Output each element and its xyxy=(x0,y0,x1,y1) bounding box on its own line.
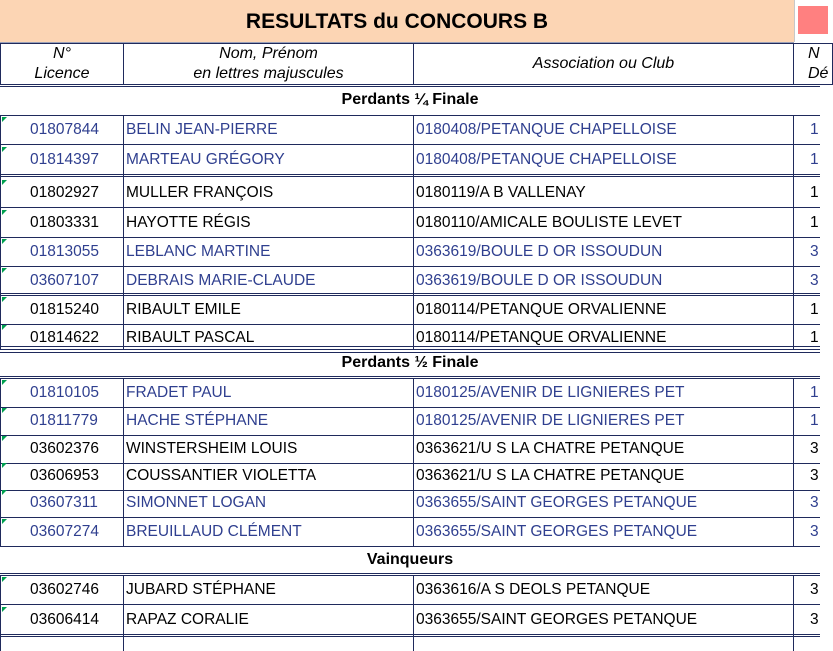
cell-dep: 3 xyxy=(810,611,819,628)
cell-nom: DEBRAIS MARIE-CLAUDE xyxy=(126,272,316,289)
cell-nom: BELIN JEAN-PIERRE xyxy=(126,121,278,138)
column-border xyxy=(413,116,414,349)
column-border xyxy=(123,379,124,546)
cell-nom: COUSSANTIER VIOLETTA xyxy=(126,467,317,484)
cell-licence: 01814622 xyxy=(30,329,99,346)
header-dep-line2: Dé xyxy=(808,65,829,82)
header-licence-line1: N° xyxy=(53,45,71,62)
cell-licence: 01803331 xyxy=(30,214,99,231)
cell-comment-marker xyxy=(2,239,7,244)
header-licence-line2: Licence xyxy=(34,65,90,82)
column-border xyxy=(0,116,1,349)
column-border xyxy=(123,116,124,349)
section-label: Perdants ¼ Finale xyxy=(341,91,479,108)
cell-club: 0363619/BOULE D OR ISSOUDUN xyxy=(416,243,663,260)
header-club xyxy=(413,43,794,85)
cell-licence: 03602376 xyxy=(30,440,99,457)
cell-licence: 01802927 xyxy=(30,184,99,201)
section-label: Perdants ½ Finale xyxy=(341,354,479,371)
cell-comment-marker xyxy=(2,210,7,215)
column-border xyxy=(793,379,794,546)
cell-comment-marker xyxy=(2,519,7,524)
column-border xyxy=(793,576,794,651)
header-nom-line2: en lettres majuscules xyxy=(193,65,344,82)
cell-club: 0363616/A S DEOLS PETANQUE xyxy=(416,581,651,598)
header-dep-line1: N xyxy=(808,45,820,62)
cell-comment-marker xyxy=(2,490,7,495)
cell-dep: 1 xyxy=(810,329,819,346)
cell-nom: LEBLANC MARTINE xyxy=(126,243,271,260)
cell-club: 0180125/AVENIR DE LIGNIERES PET xyxy=(416,412,685,429)
row-border xyxy=(0,376,820,377)
cell-nom: RIBAULT EMILE xyxy=(126,301,241,318)
cell-dep: 1 xyxy=(810,214,819,231)
cell-dep: 3 xyxy=(810,494,819,511)
cell-dep: 1 xyxy=(810,184,819,201)
cell-club: 0363619/BOULE D OR ISSOUDUN xyxy=(416,272,663,289)
cell-comment-marker xyxy=(2,297,7,302)
cell-comment-marker xyxy=(2,463,7,468)
row-border xyxy=(0,573,820,574)
cell-dep: 1 xyxy=(810,121,819,138)
cell-comment-marker xyxy=(2,380,7,385)
cell-club: 0180114/PETANQUE ORVALIENNE xyxy=(416,329,667,346)
cell-comment-marker xyxy=(2,268,7,273)
column-border xyxy=(413,379,414,546)
cell-nom: SIMONNET LOGAN xyxy=(126,494,267,511)
cell-club: 0180119/A B VALLENAY xyxy=(416,184,586,201)
cell-club: 0363621/U S LA CHATRE PETANQUE xyxy=(416,440,685,457)
column-border xyxy=(0,576,1,651)
cell-comment-marker xyxy=(2,607,7,612)
cell-dep: 1 xyxy=(810,384,819,401)
cell-comment-marker xyxy=(2,117,7,122)
cell-club: 0363655/SAINT GEORGES PETANQUE xyxy=(416,611,698,628)
cell-nom: RIBAULT PASCAL xyxy=(126,329,255,346)
cell-licence: 03607311 xyxy=(30,494,98,511)
cell-nom: MULLER FRANÇOIS xyxy=(126,184,274,201)
cell-licence: 01814397 xyxy=(30,151,99,168)
cell-nom: FRADET PAUL xyxy=(126,384,232,401)
cell-licence: 01813055 xyxy=(30,243,99,260)
cell-dep: 1 xyxy=(810,412,819,429)
cell-dep: 3 xyxy=(810,243,819,260)
cell-dep: 3 xyxy=(810,467,819,484)
header-licence xyxy=(0,43,124,85)
cell-nom: HACHE STÉPHANE xyxy=(126,412,269,429)
cell-club: 0363621/U S LA CHATRE PETANQUE xyxy=(416,467,685,484)
cell-nom: WINSTERSHEIM LOUIS xyxy=(126,440,298,457)
cell-dep: 3 xyxy=(810,523,819,540)
cell-licence: 03607274 xyxy=(30,523,99,540)
cell-club: 0180408/PETANQUE CHAPELLOISE xyxy=(416,121,677,138)
section-label: Vainqueurs xyxy=(366,551,454,568)
cell-comment-marker xyxy=(2,325,7,330)
column-border xyxy=(413,576,414,651)
cell-club: 0180125/AVENIR DE LIGNIERES PET xyxy=(416,384,685,401)
cell-dep: 1 xyxy=(810,151,819,168)
cell-licence: 03602746 xyxy=(30,581,99,598)
pink-highlight-cell xyxy=(798,6,828,34)
cell-licence: 03606953 xyxy=(30,467,99,484)
cell-club: 0180408/PETANQUE CHAPELLOISE xyxy=(416,151,677,168)
cell-comment-marker xyxy=(2,577,7,582)
cell-licence: 01811779 xyxy=(30,412,98,429)
cell-comment-marker xyxy=(2,180,7,185)
cell-licence: 03607107 xyxy=(30,272,99,289)
row-border xyxy=(0,546,820,547)
cell-club: 0363655/SAINT GEORGES PETANQUE xyxy=(416,494,698,511)
cell-club: 0363655/SAINT GEORGES PETANQUE xyxy=(416,523,698,540)
cell-licence: 03606414 xyxy=(30,611,99,628)
header-nom xyxy=(123,43,414,85)
cell-dep: 3 xyxy=(810,272,819,289)
column-border xyxy=(123,576,124,651)
cell-nom: BREUILLAUD CLÉMENT xyxy=(126,523,302,540)
cell-licence: 01810105 xyxy=(30,384,99,401)
header-club-line: Association ou Club xyxy=(532,55,675,72)
header-dep xyxy=(793,43,833,85)
cell-dep: 1 xyxy=(810,301,819,318)
cell-dep: 3 xyxy=(810,440,819,457)
cell-licence: 01815240 xyxy=(30,301,99,318)
cell-nom: RAPAZ CORALIE xyxy=(126,611,249,628)
cell-comment-marker xyxy=(2,408,7,413)
cell-comment-marker xyxy=(2,147,7,152)
cell-nom: JUBARD STÉPHANE xyxy=(126,581,276,598)
cell-comment-marker xyxy=(2,436,7,441)
cell-nom: HAYOTTE RÉGIS xyxy=(126,214,251,231)
cell-licence: 01807844 xyxy=(30,121,99,138)
cell-dep: 3 xyxy=(810,581,819,598)
column-border xyxy=(793,116,794,349)
cell-club: 0180114/PETANQUE ORVALIENNE xyxy=(416,301,667,318)
header-nom-line1: Nom, Prénom xyxy=(219,45,318,62)
cell-nom: MARTEAU GRÉGORY xyxy=(126,151,285,168)
cell-club: 0180110/AMICALE BOULISTE LEVET xyxy=(416,214,682,231)
column-border xyxy=(0,379,1,546)
page-title: RESULTATS du CONCOURS B xyxy=(245,10,549,33)
